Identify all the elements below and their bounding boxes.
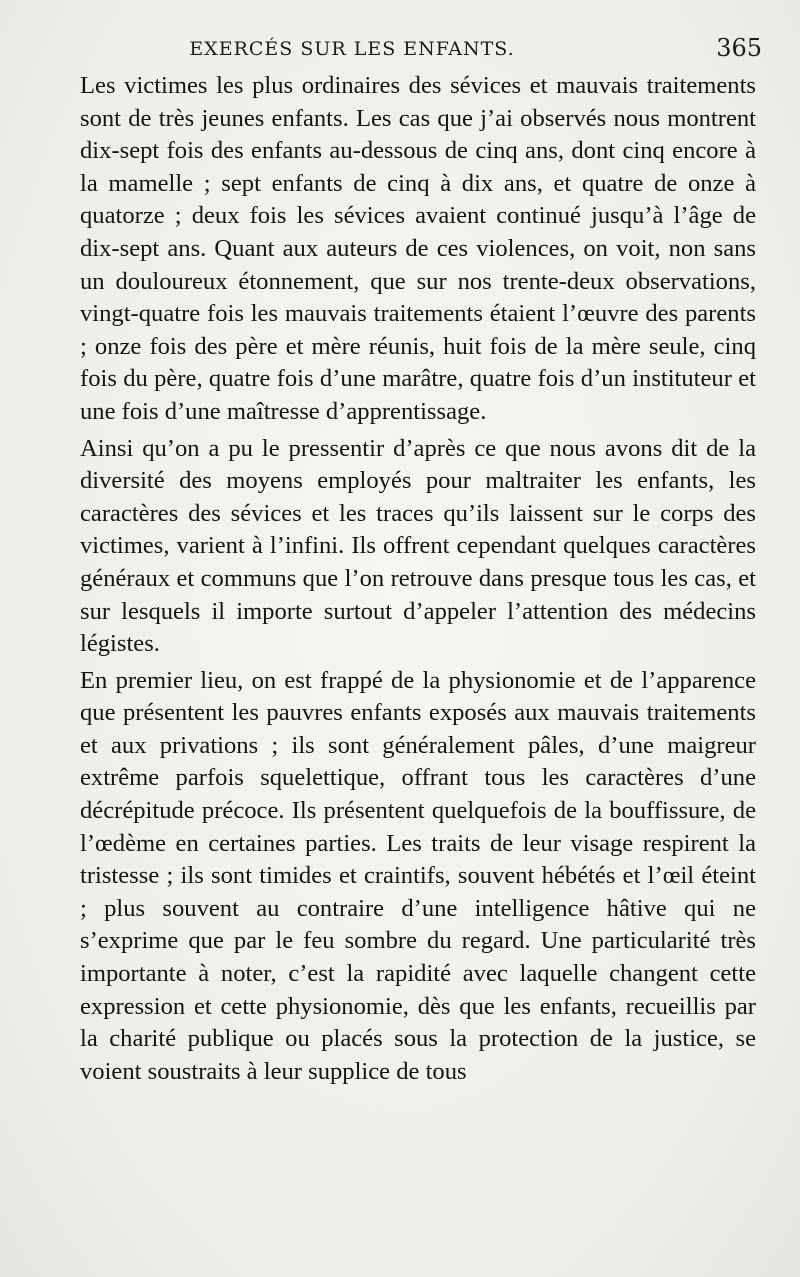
page-header xyxy=(82,36,762,66)
paragraph: En premier lieu, on est frappé de la physionomie et de l’apparence que présentent les pauvres enfants exposés aux mauvais traitements et aux privations ; ils sont généralement pâles, d’une maigreur extrême parfois squelettique, offrant tous les caractères d’une décrépitude précoce. Ils présentent quelquefois de la bouffissure, de l’œdème en certaines parties. Les traits de leur visage respirent la tristesse ; ils sont timides et craintifs, souvent hébétés et l’œil éteint ; plus souvent au contraire d’une intelligence hâtive qui ne s’exprime que par le feu sombre du regard. Une particularité très importante à noter, c’est la rapidité avec laquelle changent cette expression et cette physionomie, dès que les enfants, recueillis par la charité publique ou placés sous la protection de la justice, se voient soustraits à leur supplice de tous xyxy=(80,666,756,1085)
page-number: 365 xyxy=(716,34,762,62)
paragraph: Ainsi qu’on a pu le pressentir d’après ce que nous avons dit de la diversité des moyens employés pour maltraiter les enfants, les caractères des sévices et les traces qu’ils laissent sur le corps des victimes, varient à l’infini. Ils offrent cependant quelques caractères généraux et communs que l’on retrouve dans presque tous les cas, et sur lesquels il importe surtout d’appeler l’attention des médecins légistes. xyxy=(80,434,756,658)
running-title: EXERCÉS SUR LES ENFANTS. xyxy=(189,38,515,60)
paragraph: Les victimes les plus ordinaires des sévices et mauvais traitements sont de très jeunes enfants. Les cas que j’ai observés nous montrent dix-sept fois des enfants au-dessous de cinq ans, dont cinq encore à la mamelle ; sept enfants de cinq à dix ans, et quatre de onze à quatorze ; deux fois les sévices avaient continué jusqu’à l’âge de dix-sept ans. Quant aux auteurs de ces violences, on voit, non sans un douloureux étonnement, que sur nos trente-deux observations, vingt-quatre fois les mauvais traitements étaient l’œuvre des parents ; onze fois des père et mère réunis, huit fois de la mère seule, cinq fois du père, quatre fois d’une marâtre, quatre fois d’un instituteur et une fois d’une maîtresse d’apprentissage. xyxy=(80,72,756,425)
body-text xyxy=(80,70,756,1088)
